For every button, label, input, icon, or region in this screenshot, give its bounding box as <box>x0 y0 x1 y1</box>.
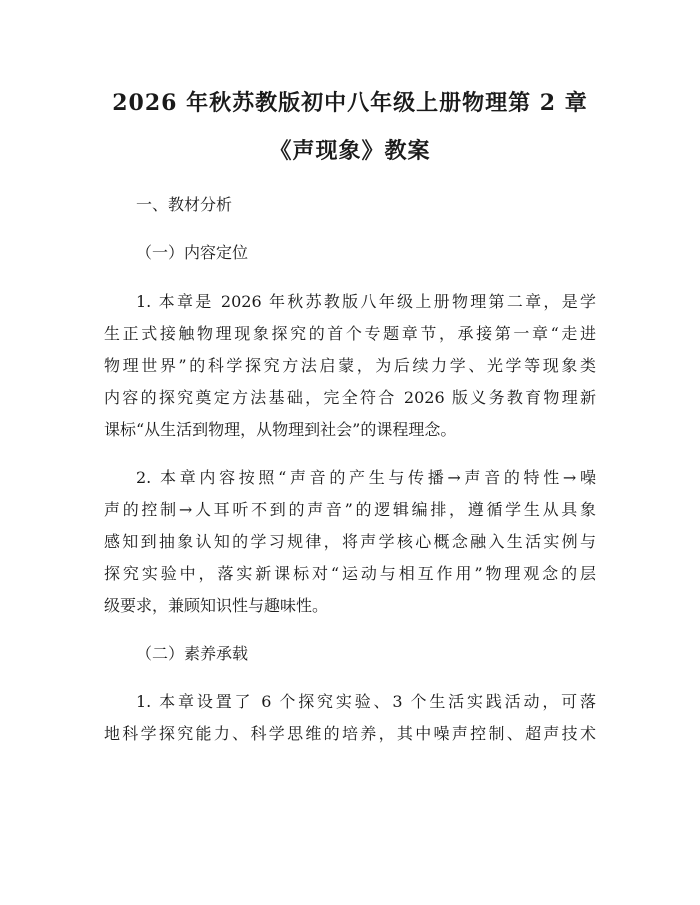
paragraph-1-line-4: 内容的探究奠定方法基础，完全符合 2026 版义务教育物理新 <box>104 388 596 407</box>
subsection-heading-competency-bearing: （二）素养承载 <box>136 644 249 663</box>
paragraph-3-line-2: 地科学探究能力、科学思维的培养，其中噪声控制、超声技术 <box>104 724 596 743</box>
paragraph-2-line-2: 声的控制→人耳听不到的声音”的逻辑编排，遵循学生从具象 <box>104 500 596 519</box>
paragraph-1-line-1: 1. 本章是 2026 年秋苏教版八年级上册物理第二章，是学 <box>136 292 596 311</box>
subsection-heading-content-positioning: （一）内容定位 <box>136 243 249 262</box>
paragraph-2-line-1: 2. 本章内容按照“声音的产生与传播→声音的特性→噪 <box>136 468 596 487</box>
paragraph-1-line-5: 课标“从生活到物理，从物理到社会”的课程理念。 <box>104 420 457 439</box>
paragraph-2-line-5: 级要求，兼顾知识性与趣味性。 <box>104 596 329 615</box>
section-heading-teaching-material-analysis: 一、教材分析 <box>136 195 233 214</box>
document-title-line-2: 《声现象》教案 <box>269 138 431 164</box>
document-title-line-1: 2026 年秋苏教版初中八年级上册物理第 2 章 <box>112 90 588 116</box>
paragraph-2-line-4: 探究实验中，落实新课标对“运动与相互作用”物理观念的层 <box>104 564 596 583</box>
paragraph-2-line-3: 感知到抽象认知的学习规律，将声学核心概念融入生活实例与 <box>104 532 596 551</box>
paragraph-1-line-3: 物理世界”的科学探究方法启蒙，为后续力学、光学等现象类 <box>104 356 596 375</box>
paragraph-3-line-1: 1. 本章设置了 6 个探究实验、3 个生活实践活动，可落 <box>136 692 596 711</box>
paragraph-1-line-2: 生正式接触物理现象探究的首个专题章节，承接第一章“走进 <box>104 324 596 343</box>
